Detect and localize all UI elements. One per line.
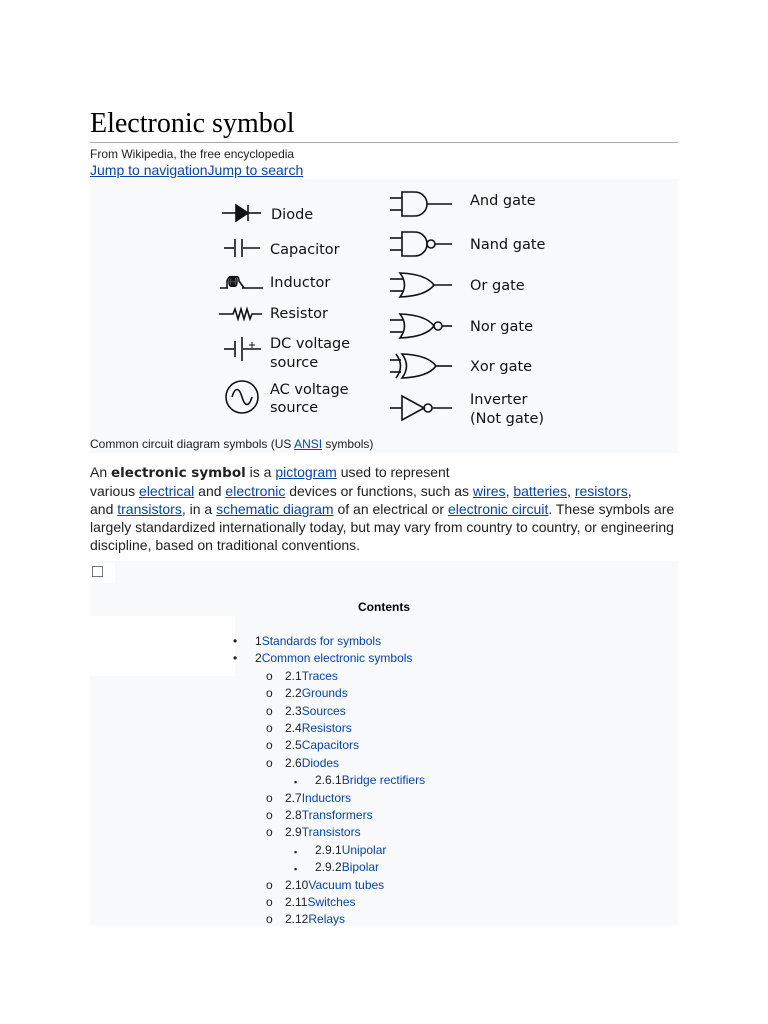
toc-item-2-11[interactable] (285, 895, 356, 909)
batteries-link[interactable]: batteries (513, 483, 568, 499)
symbols-figure (90, 179, 678, 453)
toc-item-number: 2.9.2 (315, 860, 342, 875)
toc-item-link[interactable]: Bipolar (341, 860, 380, 875)
label-dc-voltage: DC voltage (270, 336, 351, 352)
toc-toggle-checkbox-icon[interactable] (92, 566, 103, 577)
toc-toggle[interactable] (90, 563, 115, 583)
toc-item-2-8[interactable] (285, 808, 373, 822)
toc-item-2-9-2[interactable] (315, 860, 379, 874)
toc-item-number: 2.2 (285, 686, 302, 701)
toc-item-number: 2.3 (285, 703, 302, 718)
toc-item-link[interactable]: Vacuum tubes (308, 877, 385, 892)
label-and-gate: And gate (470, 193, 536, 209)
toc-item-number: 2.6.1 (315, 773, 342, 788)
toc-item-number: 2.9.1 (315, 842, 342, 857)
jump-to-navigation-link[interactable]: Jump to navigation (90, 162, 208, 178)
toc-item-2-9[interactable] (285, 825, 361, 839)
toc-bullet: o (266, 895, 273, 909)
toc-bullet: o (266, 703, 273, 718)
toc-item-link[interactable]: Diodes (301, 755, 340, 770)
intro-text: An (90, 464, 112, 480)
label-xor-gate: Xor gate (470, 359, 533, 375)
toc-item-link[interactable]: Relays (308, 912, 346, 927)
resistor-symbol (219, 309, 262, 319)
toc-item-number: 2 (255, 651, 262, 666)
toc-item-number: 2.7 (285, 790, 302, 805)
toc-bullet: o (266, 808, 273, 822)
toc-bullet: o (266, 912, 273, 927)
toc-bullet: • (233, 651, 238, 666)
circuit-symbols-image (90, 179, 678, 453)
nor-gate-symbol (390, 314, 452, 338)
electrical-link[interactable]: electrical (139, 483, 195, 499)
wires-link[interactable]: wires (472, 483, 506, 499)
intro-text: , (567, 483, 575, 499)
toc-item-2-3[interactable] (285, 704, 346, 718)
toc-item-2-5[interactable] (285, 738, 359, 752)
label-nor-gate: Nor gate (470, 319, 533, 335)
toc-item-link[interactable]: Bridge rectifiers (341, 773, 426, 788)
toc-item-link[interactable]: Transistors (301, 825, 361, 840)
toc-item-link[interactable]: Grounds (301, 686, 348, 701)
label-not-gate: (Not gate) (470, 411, 545, 427)
toc-item-2-1[interactable] (285, 669, 338, 683)
toc-item-number: 2.1 (285, 668, 302, 683)
toc-item-link[interactable]: Capacitors (301, 738, 360, 753)
toc-item-2-4[interactable] (285, 721, 352, 735)
electronic-link[interactable]: electronic (225, 483, 286, 499)
label-inductor: Inductor (270, 275, 331, 291)
toc-item-number: 2.5 (285, 738, 302, 753)
toc-item-link[interactable]: Resistors (301, 721, 352, 735)
toc-bullet: o (266, 790, 273, 805)
toc-bullet: ▪ (294, 864, 298, 875)
intro-text: various (90, 483, 140, 499)
toc-item-2-6[interactable] (285, 756, 339, 770)
toc-item-number: 2.10 (285, 877, 309, 892)
toc-item-number: 2.11 (285, 895, 308, 909)
intro-text: of an electrical or (333, 501, 448, 517)
toc-bullet: o (266, 755, 273, 770)
title-divider (90, 142, 678, 143)
toc-bullet: o (266, 686, 273, 701)
label-nand-gate: Nand gate (470, 237, 546, 253)
or-gate-symbol (390, 273, 452, 297)
schematic-diagram-link[interactable]: schematic diagram (216, 501, 334, 517)
and-gate-symbol (390, 192, 452, 216)
toc-item-number: 1 (255, 634, 262, 648)
toc-bullet: ▪ (294, 777, 298, 788)
intro-text: devices or functions, such as (285, 483, 473, 499)
toc-bullet: • (233, 634, 238, 648)
intro-text: is a (245, 464, 276, 480)
toc-list (90, 561, 678, 926)
toc-title: Contents (358, 600, 410, 614)
diode-symbol (222, 205, 261, 221)
toc-item-link[interactable]: Inductors (301, 790, 352, 805)
toc-item-link[interactable]: Transformers (301, 808, 373, 822)
toc-item-number: 2.12 (285, 912, 309, 927)
intro-text: and (194, 483, 226, 499)
figure-caption (90, 437, 373, 451)
intro-text: , (627, 483, 632, 499)
label-capacitor: Capacitor (270, 242, 340, 258)
toc-item-number: 2.8 (285, 808, 302, 822)
ac-source-symbol (226, 381, 258, 413)
inductor-symbol (220, 277, 263, 289)
toc-item-2-7[interactable] (285, 791, 351, 805)
jump-links (90, 162, 303, 178)
intro-paragraph (90, 463, 682, 554)
electronic-circuit-link[interactable]: electronic circuit (447, 501, 549, 517)
toc-item-2[interactable] (255, 651, 412, 665)
site-tagline: From Wikipedia, the free encyclopedia (90, 147, 295, 161)
toc-bullet: o (266, 738, 273, 753)
toc-item-2-9-1[interactable] (315, 843, 386, 857)
intro-text: , (505, 483, 514, 499)
xor-gate-symbol (390, 354, 452, 378)
label-dc-source: source (270, 355, 319, 371)
label-or-gate: Or gate (470, 278, 525, 294)
toc-item-2-10[interactable] (285, 878, 384, 892)
toc-item-2-12[interactable] (285, 912, 345, 926)
label-diode: Diode (271, 207, 314, 223)
dc-source-symbol (224, 337, 261, 361)
label-ac-voltage: AC voltage (270, 382, 349, 398)
toc-item-2-2[interactable] (285, 686, 348, 700)
caption-text-end: symbols) (322, 437, 374, 451)
intro-text: and (90, 501, 118, 517)
intro-text: , in a (181, 501, 217, 517)
toc-item-link[interactable]: Sources (301, 703, 346, 718)
nand-gate-symbol (390, 232, 452, 256)
ansi-link[interactable]: ANSI (294, 437, 323, 451)
jump-to-search-link[interactable]: Jump to search (207, 162, 304, 178)
pictogram-link[interactable]: pictogram (275, 464, 337, 480)
toc-item-2-6-1[interactable] (315, 773, 425, 787)
toc-bullet: o (266, 877, 273, 892)
table-of-contents (90, 561, 678, 926)
toc-bullet: o (266, 721, 273, 735)
label-inverter: Inverter (470, 392, 528, 408)
intro-bold-term: electronic symbol (111, 465, 246, 481)
intro-text: . These symbols are largely standardized internationally today, but may vary from country to country, or engineering discipline, based on traditional conventions. (90, 501, 675, 553)
toc-bullet: ▪ (294, 846, 298, 857)
toc-item-number: 2.9 (285, 825, 302, 840)
toc-item-link[interactable]: Switches (307, 895, 356, 909)
toc-bullet: o (266, 668, 273, 683)
toc-item-1[interactable] (255, 634, 381, 648)
page-title: Electronic symbol (90, 108, 295, 139)
toc-item-link[interactable]: Standards for symbols (261, 634, 382, 648)
toc-item-link[interactable]: Unipolar (341, 842, 387, 857)
caption-text-start: Common circuit diagram symbols (US (90, 437, 295, 451)
toc-item-number: 2.6 (285, 755, 302, 770)
capacitor-symbol (224, 239, 260, 257)
toc-item-link[interactable]: Common electronic symbols (261, 651, 413, 666)
transistors-link[interactable]: transistors (117, 501, 182, 517)
toc-item-link[interactable]: Traces (301, 668, 338, 683)
resistors-link[interactable]: resistors (574, 483, 628, 499)
label-ac-source: source (270, 400, 319, 416)
toc-bullet: o (266, 825, 273, 840)
toc-item-number: 2.4 (285, 721, 302, 735)
inverter-symbol (390, 396, 452, 420)
intro-text: used to represent (336, 464, 450, 480)
label-resistor: Resistor (270, 306, 328, 322)
